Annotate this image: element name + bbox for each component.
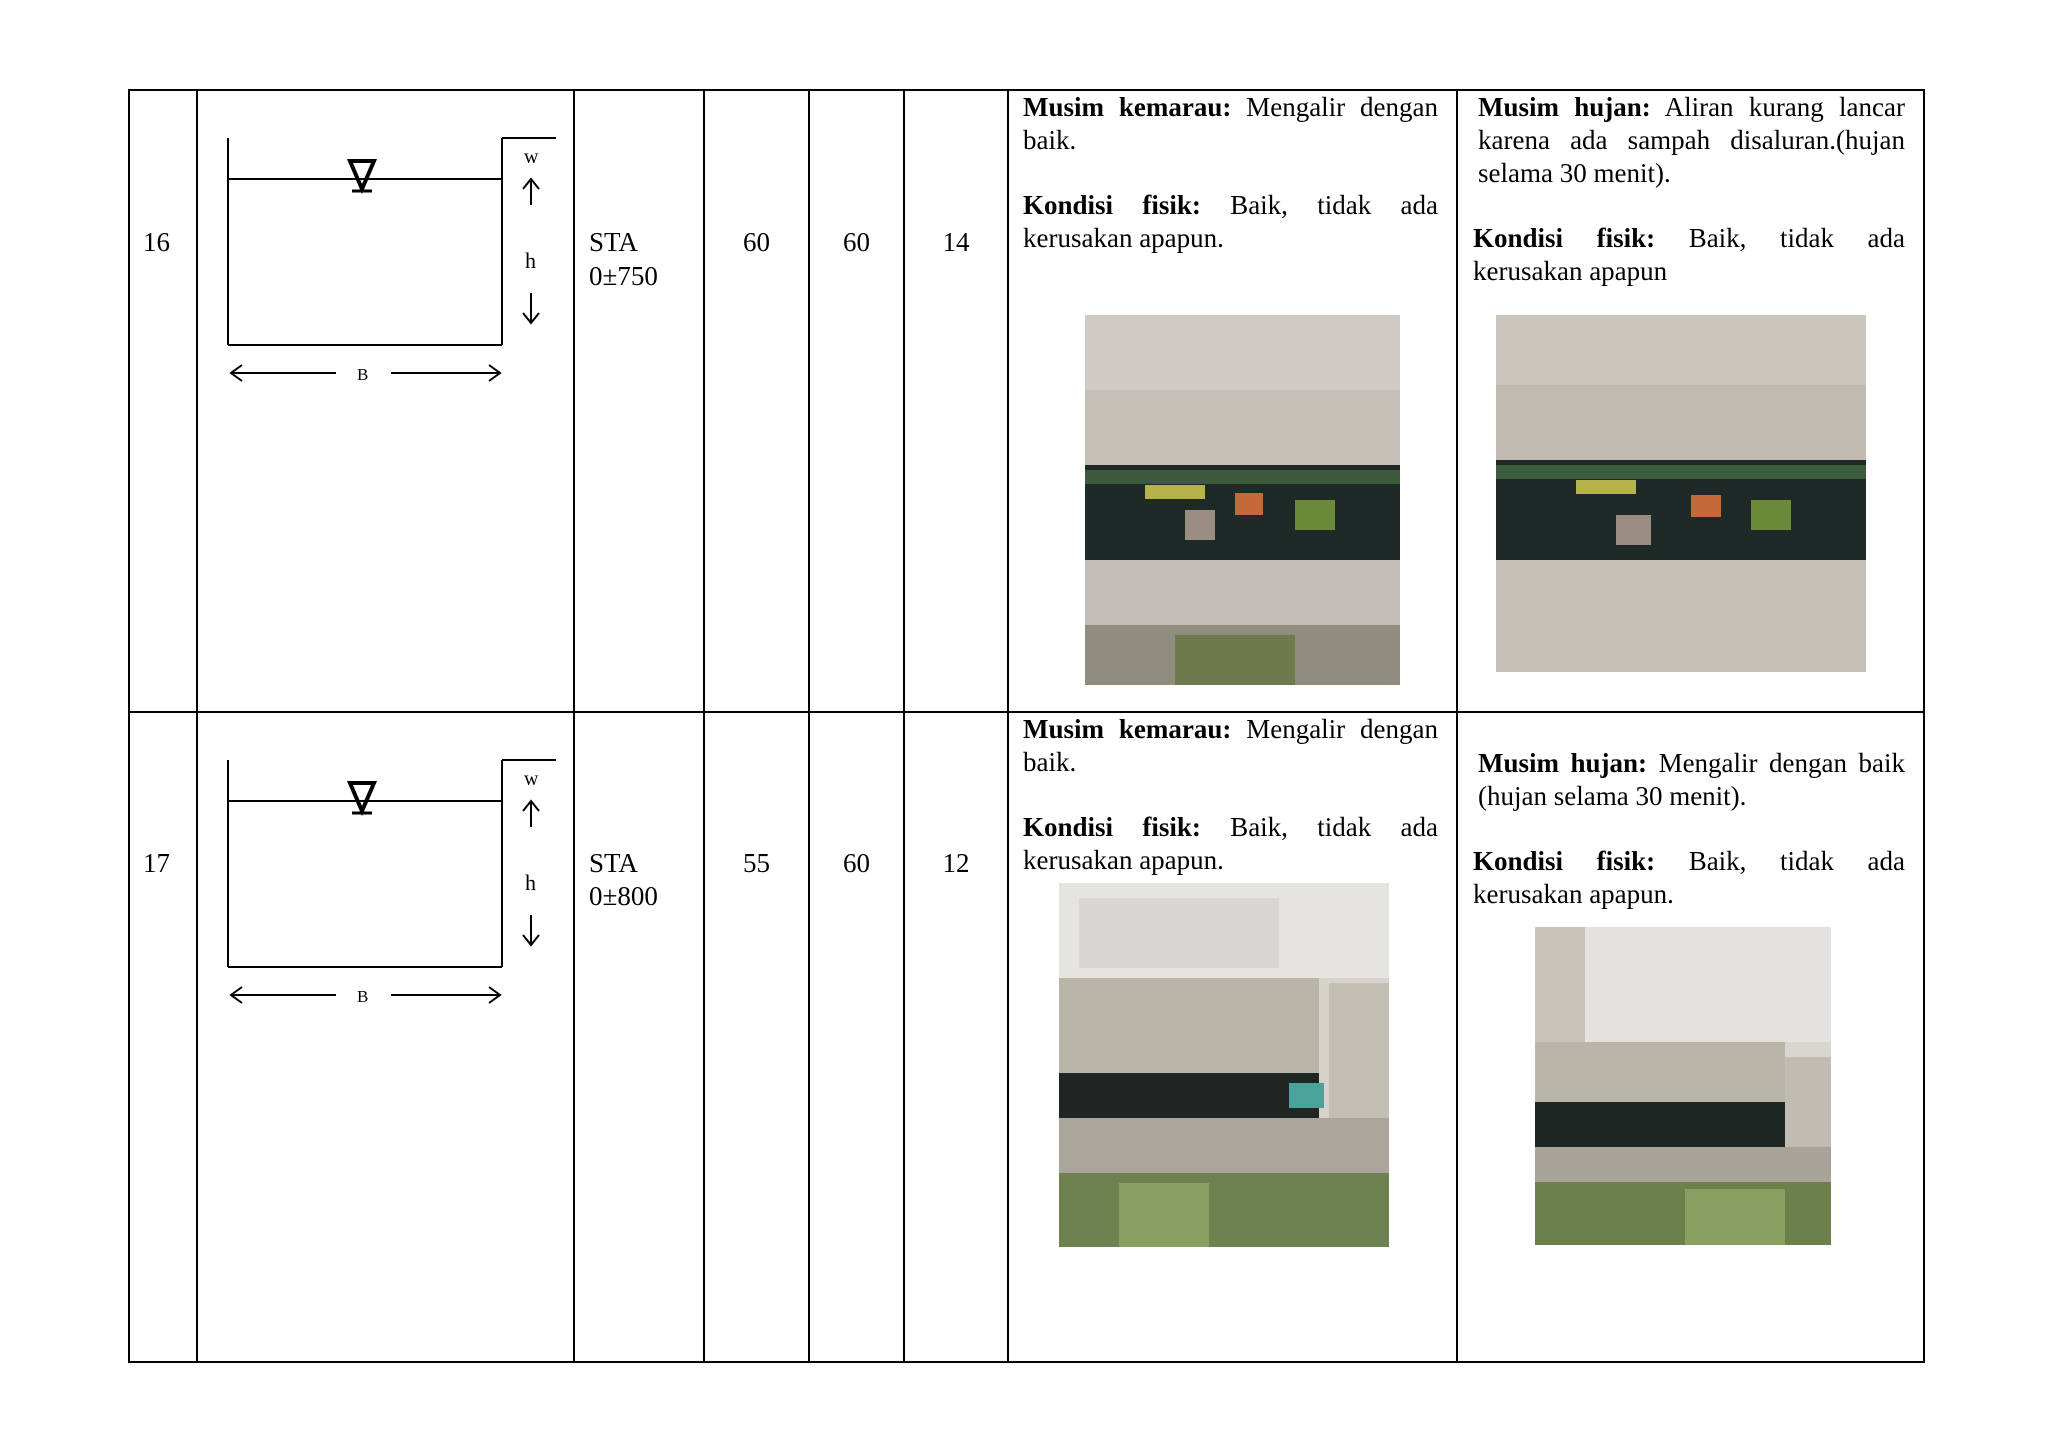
station-label: STA — [589, 227, 638, 257]
dry-season-label: Musim kemarau: — [1023, 714, 1232, 744]
dry-season-description — [1023, 91, 1438, 255]
value-cell-a — [704, 90, 809, 712]
dry-season-label: Musim kemarau: — [1023, 92, 1232, 122]
station-label: STA — [589, 848, 638, 878]
condition-text: Baik, tidak ada kerusakan apapun. — [1473, 846, 1906, 909]
rainy-season-description — [1473, 91, 1906, 288]
condition-label: Kondisi fisik: — [1473, 846, 1656, 876]
rainy-season-label: Musim hujan: — [1478, 92, 1651, 122]
value-b: 60 — [843, 848, 870, 878]
diagram-label-w: w — [524, 768, 539, 790]
row-number-cell — [129, 712, 197, 1362]
value-cell-b — [809, 90, 904, 712]
value-cell-b — [809, 712, 904, 1362]
drainage-photo-rainy — [1496, 315, 1866, 672]
condition-label: Kondisi fisik: — [1023, 190, 1201, 220]
row-number: 16 — [143, 227, 170, 257]
cross-section-cell — [197, 712, 574, 1362]
dry-season-text: Mengalir dengan baik. — [1023, 714, 1438, 777]
station-value: 0±750 — [589, 261, 658, 291]
value-cell-c — [904, 90, 1008, 712]
condition-label: Kondisi fisik: — [1473, 223, 1656, 253]
value-cell-c — [904, 712, 1008, 1362]
dry-season-text: Mengalir dengan baik. — [1023, 92, 1438, 155]
table-row — [129, 712, 1924, 1362]
drainage-photo-rainy — [1535, 927, 1831, 1245]
diagram-label-h: h — [525, 870, 536, 895]
value-a: 55 — [743, 848, 770, 878]
dry-season-cell — [1008, 90, 1457, 712]
value-c: 14 — [942, 227, 970, 257]
rainy-season-text: Mengalir dengan baik (hujan selama 30 menit). — [1478, 748, 1906, 811]
condition-text: Baik, tidak ada kerusakan apapun — [1473, 223, 1906, 286]
condition-text: Baik, tidak ada kerusakan apapun. — [1023, 812, 1439, 875]
condition-text: Baik, tidak ada kerusakan apapun. — [1023, 190, 1439, 253]
station-cell — [574, 90, 704, 712]
table-row — [129, 90, 1924, 712]
diagram-label-h: h — [525, 248, 536, 273]
rainy-season-description — [1473, 747, 1906, 911]
diagram-label-w: w — [524, 146, 539, 168]
dry-season-cell — [1008, 712, 1457, 1362]
condition-label: Kondisi fisik: — [1023, 812, 1201, 842]
channel-cross-section-diagram — [226, 755, 556, 1005]
diagram-label-b: B — [357, 987, 369, 1005]
value-cell-a — [704, 712, 809, 1362]
value-a: 60 — [743, 227, 770, 257]
drainage-photo-dry — [1059, 883, 1389, 1247]
row-number-cell — [129, 90, 197, 712]
cross-section-cell — [197, 90, 574, 712]
row-number: 17 — [143, 848, 170, 878]
diagram-label-b: B — [357, 365, 369, 383]
rainy-season-label: Musim hujan: — [1478, 748, 1648, 778]
rainy-season-cell — [1457, 90, 1924, 712]
rainy-season-text: Aliran kurang lancar karena ada sampah disaluran.(hujan selama 30 menit). — [1478, 92, 1905, 188]
drainage-survey-table — [128, 89, 1925, 1363]
station-value: 0±800 — [589, 881, 658, 911]
document-sheet — [128, 89, 1923, 1363]
value-b: 60 — [843, 227, 870, 257]
value-c: 12 — [942, 848, 970, 878]
channel-cross-section-diagram — [226, 133, 556, 383]
drainage-photo-dry — [1085, 315, 1400, 685]
station-cell — [574, 712, 704, 1362]
dry-season-description — [1023, 713, 1438, 877]
rainy-season-cell — [1457, 712, 1924, 1362]
